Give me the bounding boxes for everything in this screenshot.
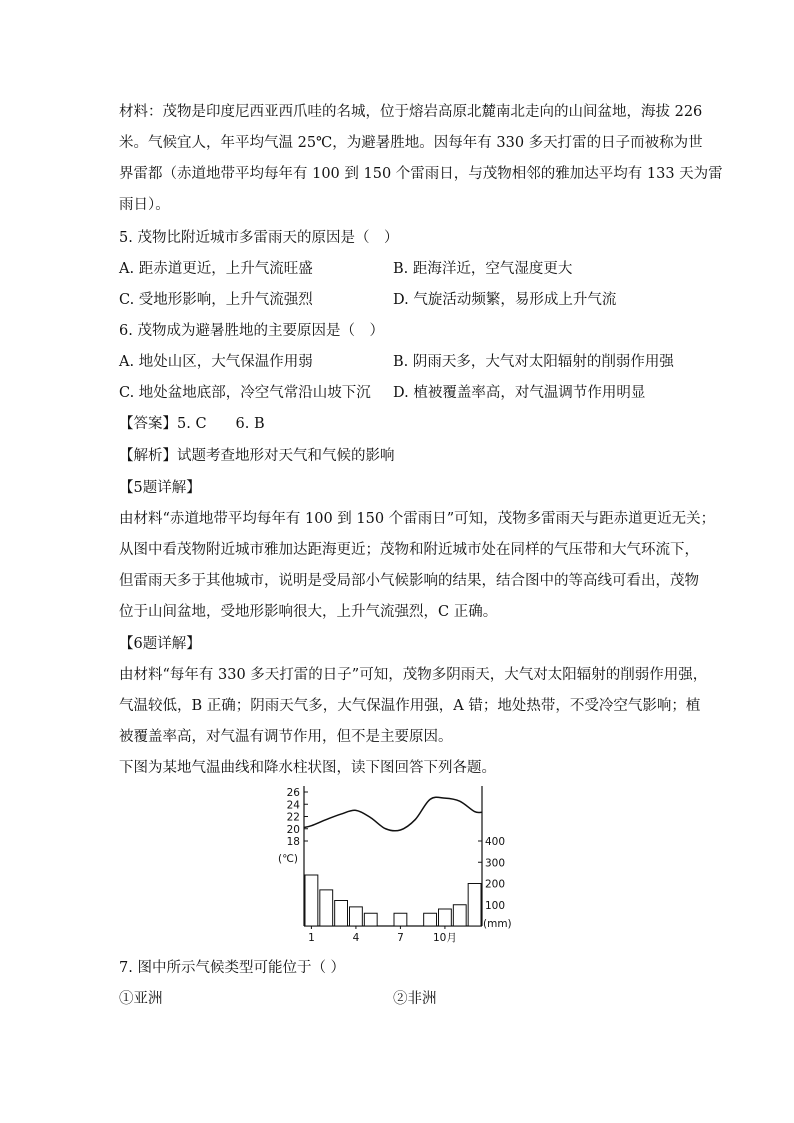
- q5-explanation-line-1: 由材料“赤道地带平均每年有 100 到 150 个雷雨日”可知，茂物多雷雨天与距赤道更近无关；: [119, 511, 716, 527]
- right-tick-label: 100: [485, 899, 506, 912]
- precipitation-bar: [468, 884, 481, 927]
- question-7: 7. 图中所示气候类型可能位于（ ）: [119, 960, 346, 976]
- q6-explanation-line-2: 气温较低，B 正确；阴雨天气多，大气保温作用强，A 错；地处热带，不受冷空气影响；植: [119, 698, 701, 714]
- temperature-line-group: [304, 797, 482, 831]
- question-5: 5. 茂物比附近城市多雷雨天的原因是（ ）: [119, 230, 399, 246]
- precipitation-bar: [364, 913, 377, 926]
- temperature-line: [304, 797, 482, 831]
- q6-option-a: A. 地处山区，大气保温作用弱: [119, 354, 313, 370]
- q6-explanation-heading: 【6题详解】: [119, 636, 201, 652]
- precipitation-bar: [335, 901, 348, 927]
- q6-option-b: B. 阴雨天多，大气对太阳辐射的削弱作用强: [393, 354, 674, 370]
- precipitation-bar: [424, 913, 437, 926]
- q5-option-a: A. 距赤道更近，上升气流旺盛: [119, 261, 313, 277]
- q7-option-1: ①亚洲: [119, 991, 163, 1007]
- right-axis-unit: (mm): [483, 918, 512, 930]
- q5-explanation-line-2: 从图中看茂物附近城市雅加达距海更近；茂物和附近城市处在同样的气压带和大气环流下，: [119, 542, 699, 558]
- material-line-2: 米。气候宜人，年平均气温 25℃，为避暑胜地。因每年有 330 多天打雷的日子而被称为世: [119, 135, 703, 151]
- q6-option-c: C. 地处盆地底部，冷空气常沿山坡下沉: [119, 385, 371, 401]
- right-tick-label: 300: [485, 857, 506, 870]
- question-7-intro: 下图为某地气温曲线和降水柱状图，读下图回答下列各题。: [119, 760, 496, 776]
- left-tick-label: 20: [286, 823, 300, 836]
- right-tick-label: 200: [485, 878, 506, 891]
- answer-line: 【答案】5. C 6. B: [119, 416, 265, 432]
- precipitation-bars: [305, 875, 481, 926]
- left-tick-label: 22: [286, 811, 300, 824]
- precipitation-bar: [453, 905, 466, 926]
- q5-explanation-line-3: 但雷雨天多于其他城市，说明是受局部小气候影响的结果，结合图中的等高线可看出，茂物: [119, 573, 699, 589]
- q6-explanation-line-3: 被覆盖率高，对气温有调节作用，但不是主要原因。: [119, 729, 453, 745]
- precipitation-bar: [439, 909, 452, 926]
- question-6: 6. 茂物成为避暑胜地的主要原因是（ ）: [119, 323, 384, 339]
- material-line-1: 材料：茂物是印度尼西亚西爪哇的名城，位于熔岩高原北麓南北走向的山间盆地，海拔 226: [119, 104, 703, 120]
- q5-option-c: C. 受地形影响，上升气流强烈: [119, 292, 313, 308]
- analysis-line: 【解析】试题考查地形对天气和气候的影响: [119, 448, 395, 464]
- x-tick-label: 10月: [432, 932, 457, 944]
- q5-explanation-heading: 【5题详解】: [119, 480, 201, 496]
- q5-option-b: B. 距海洋近，空气湿度更大: [393, 261, 573, 277]
- left-tick-label: 24: [286, 799, 300, 812]
- precipitation-bar: [350, 907, 363, 926]
- q6-explanation-line-1: 由材料“每年有 330 多天打雷的日子”可知，茂物多阴雨天，大气对太阳辐射的削弱作用强，: [119, 667, 708, 683]
- left-tick-label: 26: [286, 787, 300, 799]
- left-tick-label: 18: [286, 836, 300, 848]
- q5-option-d: D. 气旋活动频繁，易形成上升气流: [393, 292, 617, 308]
- x-tick-label: 4: [352, 932, 360, 944]
- right-tick-label: 400: [485, 836, 506, 848]
- climate-chart: [270, 784, 530, 946]
- q7-option-2: ②非洲: [393, 991, 437, 1007]
- left-axis-unit: (℃): [278, 853, 298, 865]
- precipitation-bar: [320, 890, 333, 926]
- precipitation-bar: [305, 875, 318, 926]
- q6-option-d: D. 植被覆盖率高，对气温调节作用明显: [393, 385, 646, 401]
- material-line-3: 界雷都（赤道地带平均每年有 100 到 150 个雷雨日，与茂物相邻的雅加达平均有 133 天为雷: [119, 166, 723, 182]
- precipitation-bar: [394, 913, 407, 926]
- material-line-4: 雨日）。: [119, 197, 170, 213]
- q5-explanation-line-4: 位于山间盆地，受地形影响很大，上升气流强烈，C 正确。: [119, 604, 498, 620]
- x-tick-label: 7: [397, 932, 404, 944]
- x-tick-label: 1: [308, 932, 315, 944]
